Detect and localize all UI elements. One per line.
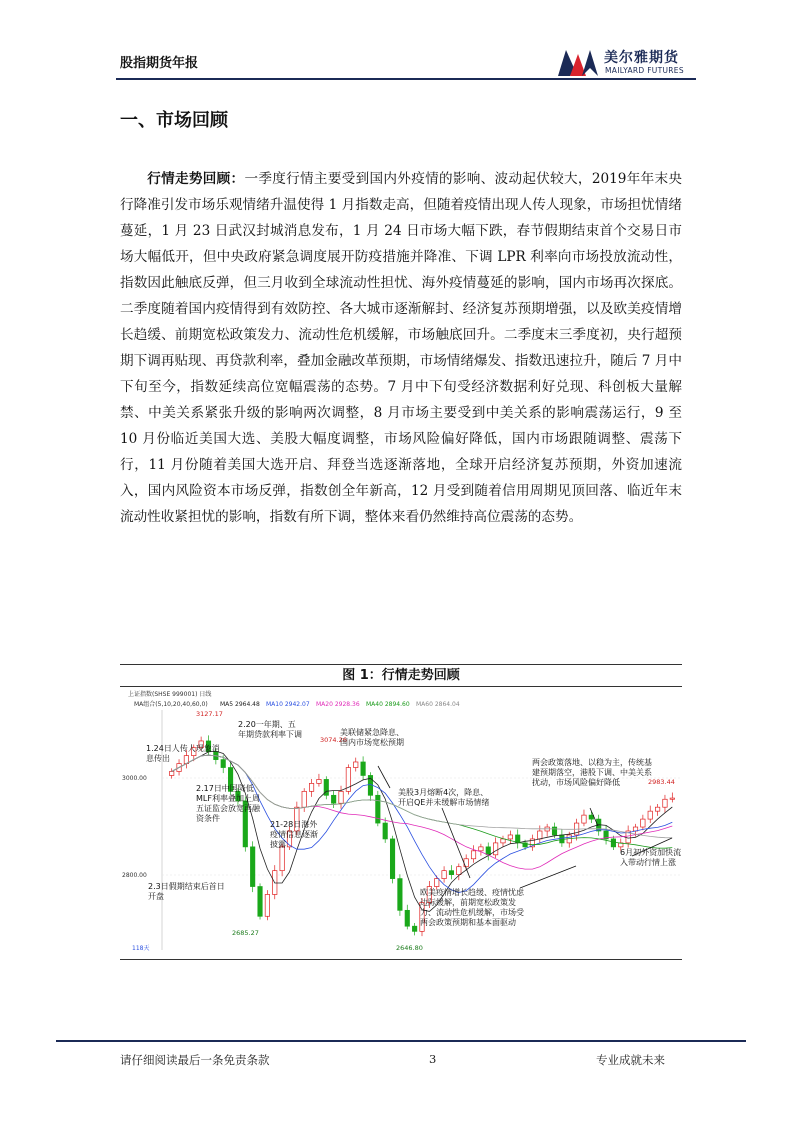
footer-disclaimer: 请仔细阅读最后一条免责条款 (120, 1053, 270, 1067)
annotation-7-text: 两会政策落地、以稳为主，传统基建预期落空，港股下调、中美关系扰动，市场风险偏好降低 (532, 758, 652, 787)
price-label-jan-high: 3127.17 (196, 710, 223, 718)
candle-body (641, 819, 645, 827)
annotation-1-text: 1.24日人传人现象消息传出 (146, 744, 220, 763)
chart-title: 上证指数(SHSE 999001) 日线 (128, 691, 212, 698)
candle-body (405, 910, 409, 926)
candle-body (302, 791, 306, 807)
candle-body (265, 894, 269, 916)
annotation-1 (146, 744, 226, 772)
candle-body (398, 879, 402, 911)
annotation-6 (398, 788, 490, 828)
annotation-9-text: 2.3日假期结束后首日开盘 (148, 882, 225, 901)
annotation-2 (196, 784, 266, 844)
annotation-5-text: 美联储紧急降息、国内市场宽松预期 (340, 728, 404, 747)
candle-body (309, 783, 313, 791)
header-divider (116, 78, 696, 80)
candle-body (589, 815, 593, 819)
candle-body (339, 791, 343, 803)
candle-body (250, 847, 254, 887)
logo-chinese-name: 美尔雅期货 (604, 50, 679, 66)
paragraph-lead: 行情走势回顾： (147, 171, 245, 187)
candle-body (412, 926, 416, 931)
annotation-9 (148, 882, 228, 908)
candlestick-chart-svg (120, 688, 682, 958)
report-header-title: 股指期货年报 (120, 56, 199, 71)
annotation-6-text: 美股3月熔断4次，降息、开启QE并未缓解市场情绪 (398, 788, 490, 807)
candle-body (552, 827, 556, 835)
annotation-5 (340, 728, 410, 778)
figure-caption: 图 1：行情走势回顾 (120, 665, 682, 687)
ma60-legend: MA60 2864.04 (416, 701, 460, 708)
candle-body (655, 807, 659, 811)
candle-body (479, 847, 483, 851)
price-label-mar-peak: 3074.26 (320, 736, 347, 744)
annotation-3-text: 2.20一年期、五年期贷款利率下调 (238, 720, 302, 739)
footer-divider (56, 1040, 746, 1042)
paragraph-text: 一季度行情主要受到国内外疫情的影响、波动起伏较大，2019年年末央行降准引发市场乐观情绪升温使得 1 月指数走高，但随着疫情出现人传人现象，市场担忧情绪蔓延，1 月 23 日武汉封城消息发布，1 月 24 日市场大幅下跌，春节假期结束首个交易日市场大幅低开，但中央政府紧急调度展开防疫措施并降准、下调 LPR 利率向市场投放流动性，指数因此触底反弹，但三月收到全球流动性担忧、海外疫情蔓延的影响，国内市场再次探底。二季度随着国内疫情得到有效防控、各大城市逐渐解封、经济复苏预期增强，以及欧美疫情增长趋缓、前期宽松政策发力、流动性危机缓解，市场触底回升。二季度末三季度初，央行超预期下调再贴现、再贷款利率，叠加金融改革预期，市场情绪爆发、指数迅速拉升，随后 7 月中下旬至今，指数延续高位宽幅震荡的态势。7 月中下旬受经济数据利好兑现、科创板大量解禁、中美关系紧张升级的影响两次调整，8 月市场主要受到中美关系的影响震荡运行，9 至 10 月份临近美国大选、美股大幅度调整，市场风险偏好降低，国内市场跟随调整、震荡下行，11 月份随着美国大选开启、拜登当选逐渐落地，全球开启经济复苏预期，外资加速流入，国内风险资本市场反弹，指数创全年新高，12 月受到随着信用周期见顶回落、临近年末流动性收紧担忧的影响，指数有所下调，整体来看仍然维持高位震荡的态势。 (120, 171, 682, 525)
y-tick-2800: 2800.00 (122, 872, 147, 879)
ma20-legend: MA20 2928.36 (316, 701, 360, 708)
bottom-tag: 118天 (132, 945, 150, 952)
logo-m-icon (556, 46, 600, 78)
ma10-legend: MA10 2942.07 (266, 701, 310, 708)
candle-body (449, 871, 453, 875)
body-paragraph (120, 166, 682, 530)
candle-body (435, 879, 439, 887)
annotation-10 (420, 888, 530, 958)
y-tick-3000: 3000.00 (122, 775, 147, 782)
stock-chart (120, 688, 682, 958)
candle-body (442, 871, 446, 879)
price-label-feb-low: 2685.27 (232, 929, 259, 937)
candle-body (582, 815, 586, 823)
candle-body (493, 843, 497, 855)
candle-body (663, 799, 667, 807)
candle-body (457, 867, 461, 875)
candle-body (501, 839, 505, 843)
candle-body (508, 835, 512, 839)
page-number: 3 (429, 1052, 437, 1066)
annotation-7 (532, 758, 652, 808)
candle-body (169, 772, 173, 776)
candle-body (258, 887, 262, 917)
company-logo (556, 44, 706, 80)
candle-body (471, 851, 475, 859)
candle-body (317, 779, 321, 783)
ma40-legend: MA40 2894.60 (366, 701, 410, 708)
candle-body (331, 795, 335, 803)
candle-body (383, 823, 387, 839)
annotation-8-text: 6月初外资加快流入带动行情上涨 (620, 848, 682, 867)
figure-frame (120, 664, 682, 960)
candle-body (670, 798, 674, 799)
ma5-legend: MA5 2964.48 (220, 701, 260, 708)
price-label-mar-low: 2646.80 (396, 944, 423, 952)
footer-slogan: 专业成就未来 (596, 1053, 665, 1067)
section-title: 一、市场回顾 (120, 110, 228, 131)
ma-legend-label: MA组合(5,10,20,40,60,0) (134, 701, 208, 708)
candle-body (486, 847, 490, 855)
candle-body (390, 839, 394, 879)
annotation-4-text: 21-28日海外疫情信息逐渐披露 (270, 820, 318, 849)
annotation-2-text: 2.17日中国降低MLF利率叠加上周五证监会放宽再融资条件 (196, 784, 260, 823)
annotation-3 (238, 720, 302, 760)
annotation-10-text: 欧美疫情增长趋缓、疫情忧虑边际缓解，前期宽松政策发力、流动性危机缓解，市场受两会政策预期和基本面驱动 (420, 888, 524, 927)
annotation-8 (620, 848, 682, 884)
price-label-last: 2983.44 (648, 778, 675, 786)
annotation-4 (270, 820, 324, 868)
candle-body (611, 839, 615, 847)
candle-body (538, 831, 542, 839)
candle-body (648, 811, 652, 819)
logo-english-name: MAILYARD FUTURES (605, 66, 684, 75)
